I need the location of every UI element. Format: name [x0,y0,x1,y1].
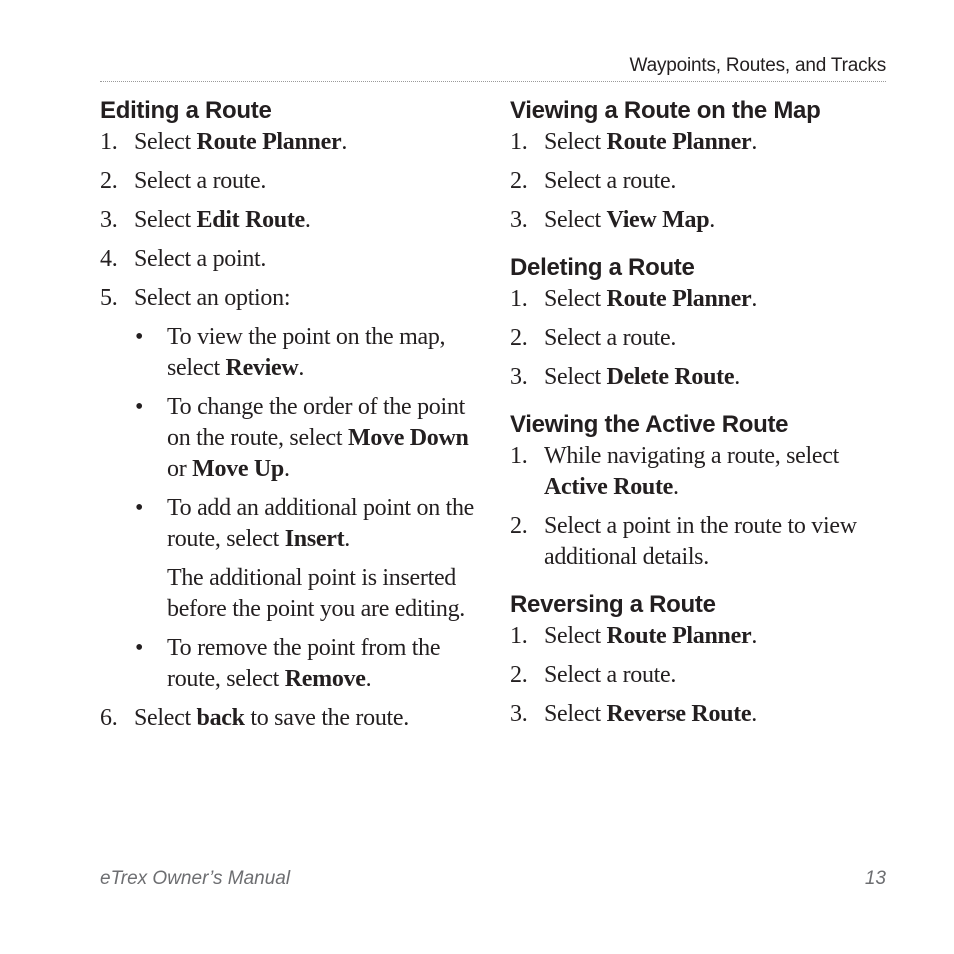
step-text: Select a point. [134,246,267,272]
step-number: 3. [100,207,118,233]
ui-term: Route Planner [196,129,342,155]
step-text: Select [134,705,197,731]
step [510,660,886,691]
step-text: Select [544,623,607,649]
ui-term: Review [225,355,299,381]
ui-term: Route Planner [606,623,752,649]
step [510,621,886,652]
step-text: to save the route. [244,705,409,731]
step-text: Select [544,364,607,390]
option-text: To remove the point from the route, select [167,635,441,692]
ui-term: Delete Route [606,364,735,390]
option-item [134,322,490,384]
step-number: 2. [510,168,528,194]
step-number: 1. [510,623,528,649]
footer-page-number: 13 [864,868,886,889]
ui-term: Route Planner [606,129,752,155]
left-column [100,95,490,742]
step [100,205,490,236]
step [510,362,886,393]
step-text: . [341,129,348,155]
step-text: Select a route. [134,168,267,194]
option-text: To view the point on the map, select [167,324,446,381]
step [510,323,886,354]
step-text: Select [544,207,607,233]
step [100,166,490,197]
header-divider [100,81,886,82]
deleting-steps [510,284,886,393]
option-text: . [365,666,372,692]
step [510,166,886,197]
option-text: or [167,456,193,482]
option-text: . [283,456,290,482]
step [510,699,886,730]
ui-term: Insert [284,526,345,552]
step-number: 3. [510,364,528,390]
step [100,244,490,275]
step-text: Select [134,129,197,155]
step-text: . [673,474,679,500]
ui-term: Edit Route [196,207,305,233]
step-text: . [709,207,715,233]
step-text: Select a route. [544,168,677,194]
step-number: 2. [510,325,528,351]
option-item [134,392,490,485]
step-number: 2. [510,662,528,688]
step-number: 1. [510,286,528,312]
bullet-glyph: • [135,495,144,521]
ui-term: Remove [284,666,366,692]
section-title-viewing-map: Viewing a Route on the Map [510,97,821,124]
option-text: To change the order of the point on the route, select [167,394,465,451]
step-text: Select a point in the route to view additional details. [544,513,857,570]
ui-term: back [196,705,245,731]
step-text: Select [544,286,607,312]
footer-manual-title: eTrex Owner’s Manual [100,868,291,889]
option-text: . [298,355,305,381]
step-text: . [304,207,311,233]
step-text: Select [134,207,197,233]
option-text: To add an additional point on the route, select [167,495,475,552]
viewing-map-steps [510,127,886,236]
step-number: 2. [510,513,528,539]
ui-term: Route Planner [606,286,752,312]
step-text: . [751,286,758,312]
step-number: 1. [510,443,528,469]
step-text: Select an option: [134,285,291,311]
step [510,205,886,236]
step [510,441,886,503]
option-item [134,633,490,695]
step-text: . [734,364,740,390]
step-text: While navigating a route, select [544,443,839,469]
section-title-deleting: Deleting a Route [510,254,695,281]
step [510,284,886,315]
ui-term: Move Up [192,456,284,482]
step [100,703,490,734]
step-number: 2. [100,168,118,194]
step-text: . [751,129,758,155]
step-number: 6. [100,705,118,731]
bullet-glyph: • [135,324,144,350]
step-number: 3. [510,701,528,727]
bullet-glyph: • [135,394,144,420]
step [100,283,490,695]
step-text: . [751,701,757,727]
step-text: Select a route. [544,662,677,688]
step-number: 5. [100,285,118,311]
option-list [134,322,490,695]
bullet-glyph: • [135,635,144,661]
step-number: 3. [510,207,528,233]
ui-term: Reverse Route [606,701,752,727]
step-text: Select [544,701,607,727]
step [510,127,886,158]
option-text: . [344,526,350,552]
step [100,127,490,158]
step-number: 4. [100,246,118,272]
step-text: Select a route. [544,325,677,351]
right-column [510,95,886,738]
section-title-active-route: Viewing the Active Route [510,411,789,438]
section-title-editing: Editing a Route [100,97,272,124]
step-number: 1. [100,129,118,155]
ui-term: Active Route [544,474,674,500]
ui-term: View Map [606,207,710,233]
ui-term: Move Down [347,425,469,451]
editing-steps [100,127,490,734]
active-route-steps [510,441,886,573]
option-note: The additional point is inserted before the point you are editing. [167,565,465,622]
step-text: Select [544,129,607,155]
running-header: Waypoints, Routes, and Tracks [629,55,886,76]
step-number: 1. [510,129,528,155]
step-text: . [751,623,758,649]
option-item [134,493,490,625]
section-title-reversing: Reversing a Route [510,591,716,618]
step [510,511,886,573]
reversing-steps [510,621,886,730]
